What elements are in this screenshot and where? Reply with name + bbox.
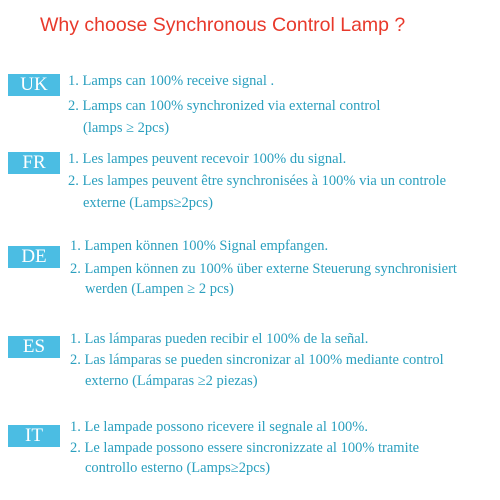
point-1-text: 1. Le lampade possono ricevere il segnale al 100%. [70, 419, 368, 435]
point-1-text: 1. Lampen können 100% Signal empfangen. [70, 238, 329, 254]
point-2-continuation: werden (Lampen ≥ 2 pcs) [85, 281, 234, 297]
point-1-text: 1. Les lampes peuvent recevoir 100% du signal. [68, 151, 347, 167]
point-1-text: 1. Las lámparas pueden recibir el 100% de la señal. [70, 331, 369, 347]
point-2-text: 2. Las lámparas se pueden sincronizar al 100% mediante control [70, 352, 444, 368]
language-badge-fr: FR [8, 152, 60, 174]
page-title: Why choose Synchronous Control Lamp ? [40, 14, 406, 36]
point-2-text: 2. Le lampade possono essere sincronizzate al 100% tramite [70, 440, 420, 456]
point-2-continuation: externo (Lámparas ≥2 piezas) [85, 373, 258, 389]
point-1-text: 1. Lamps can 100% receive signal . [68, 73, 275, 89]
point-2-text: 2. Lamps can 100% synchronized via external control [68, 98, 381, 114]
point-2-text: 2. Les lampes peuvent être synchronisées à 100% via un controle [68, 173, 447, 189]
point-2-continuation: controllo esterno (Lamps≥2pcs) [85, 460, 271, 476]
language-badge-uk: UK [8, 74, 60, 96]
point-2-continuation: (lamps ≥ 2pcs) [83, 120, 170, 136]
point-2-text: 2. Lampen können zu 100% über externe Steuerung synchronisiert [70, 261, 457, 277]
language-badge-es: ES [8, 336, 60, 358]
point-2-continuation: externe (Lamps≥2pcs) [83, 195, 213, 211]
language-badge-de: DE [8, 246, 60, 268]
language-badge-it: IT [8, 425, 60, 447]
